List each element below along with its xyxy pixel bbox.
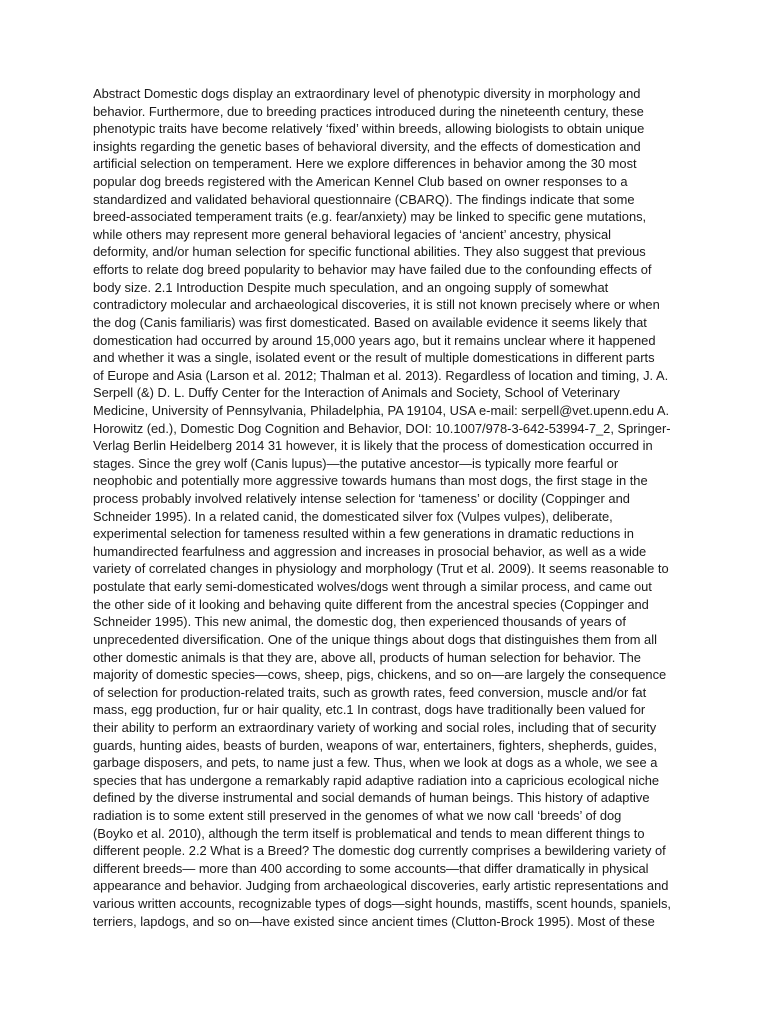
text-line: contradictory molecular and archaeological discoveries, it is still not known precisely where or when (93, 297, 660, 313)
text-line: Schneider 1995). This new animal, the domestic dog, then experienced thousands of years of (93, 614, 626, 630)
text-line: unprecedented diversification. One of the unique things about dogs that distinguishes them from all (93, 631, 657, 647)
text-line: the dog (Canis familiaris) was first domesticated. Based on available evidence it seems likely that (93, 314, 647, 330)
text-line: and whether it was a single, isolated event or the result of multiple domestications in different parts (93, 350, 655, 366)
text-line: experimental selection for tameness resulted within a few generations in dramatic reductions in (93, 526, 634, 542)
text-line: radiation is to some extent still preserved in the genomes of what we now call ‘breeds’ of dog (93, 807, 622, 823)
text-line: postulate that early semi-domesticated wolves/dogs went through a similar process, and came out (93, 579, 652, 595)
text-line: phenotypic traits have become relatively ‘fixed’ within breeds, allowing biologists to obtain unique (93, 121, 645, 137)
text-line: behavior. Furthermore, due to breeding practices introduced during the nineteenth century, these (93, 103, 644, 119)
text-line: their ability to perform an extraordinary variety of working and social roles, including that of security (93, 719, 657, 735)
text-line: species that has undergone a remarkably rapid adaptive radiation into a capricious ecological niche (93, 772, 660, 788)
text-line: the other side of it looking and behaving quite different from the ancestral species (Coppinger and (93, 596, 649, 612)
text-line: variety of correlated changes in physiology and morphology (Trut et al. 2009). It seems reasonable to (93, 561, 669, 577)
text-line: defined by the diverse instrumental and social demands of human beings. This history of adaptive (93, 790, 650, 806)
text-line: Abstract Domestic dogs display an extraordinary level of phenotypic diversity in morphology and (93, 86, 641, 101)
text-line: while others may represent more general behavioral legacies of ‘ancient’ ancestry, physical (93, 226, 612, 242)
text-line: (Boyko et al. 2010), although the term itself is problematical and tends to mean different things to (93, 825, 645, 841)
text-line: majority of domestic species—cows, sheep, pigs, chickens, and so on—are largely the consequence (93, 667, 667, 683)
text-line: Serpell (&) D. L. Duffy Center for the Interaction of Animals and Society, School of Veterinary (93, 385, 620, 401)
text-line: guards, hunting aides, beasts of burden, weapons of war, entertainers, fighters, shepherds, guides, (93, 737, 657, 753)
text-line: Horowitz (ed.), Domestic Dog Cognition and Behavior, DOI: 10.1007/978-3-642-53994-7_2, Springer- (93, 420, 671, 436)
text-line: domestication had occurred by around 15,000 years ago, but it remains unclear where it happened (93, 332, 656, 348)
text-line: mass, egg production, fur or hair quality, etc.1 In contrast, dogs have traditionally been valued for (93, 702, 646, 718)
text-line: terriers, lapdogs, and so on—have existed since ancient times (Clutton-Brock 1995). Most of these (93, 913, 655, 929)
text-line: Medicine, University of Pennsylvania, Philadelphia, PA 19104, USA e-mail: serpell@vet.upenn.edu A. (93, 402, 670, 418)
text-line: deformity, and/or human selection for specific functional abilities. They also suggest that previous (93, 244, 646, 260)
text-line: neophobic and potentially more aggressive towards humans than most dogs, the first stage in the (93, 473, 648, 489)
text-line: different people. 2.2 What is a Breed? The domestic dog currently comprises a bewildering variety of (93, 843, 666, 859)
text-line: process probably involved relatively intense selection for ‘tameness’ or docility (Coppinger and (93, 491, 630, 507)
body-text (93, 85, 683, 930)
text-line: various written accounts, recognizable types of dogs—sight hounds, mastiffs, scent hounds, spaniels, (93, 896, 672, 912)
text-line: of selection for production-related traits, such as growth rates, feed conversion, muscle and/or fat (93, 684, 647, 700)
text-line: popular dog breeds registered with the American Kennel Club based on owner responses to a (93, 174, 628, 190)
text-line: insights regarding the genetic bases of behavioral diversity, and the effects of domestication and (93, 138, 641, 154)
text-line: artificial selection on temperament. Here we explore differences in behavior among the 30 most (93, 156, 637, 172)
text-line: Verlag Berlin Heidelberg 2014 31 however, it is likely that the process of domestication occurred in (93, 438, 653, 454)
text-line: body size. 2.1 Introduction Despite much speculation, and an ongoing supply of somewhat (93, 279, 609, 295)
text-line: different breeds— more than 400 according to some accounts—that differ dramatically in physical (93, 860, 649, 876)
text-line: garbage disposers, and pets, to name just a few. Thus, when we look at dogs as a whole, we see a (93, 755, 658, 771)
text-line: other domestic animals is that they are, above all, products of human selection for behavior. The (93, 649, 641, 665)
text-line: efforts to relate dog breed popularity to behavior may have failed due to the confounding effects of (93, 262, 652, 278)
text-line: humandirected fearfulness and aggression and increases in prosocial behavior, as well as a wide (93, 543, 647, 559)
text-line: breed-associated temperament traits (e.g. fear/anxiety) may be linked to specific gene mutations, (93, 209, 647, 225)
text-line: appearance and behavior. Judging from archaeological discoveries, early artistic representations and (93, 878, 669, 894)
text-line: of Europe and Asia (Larson et al. 2012; Thalman et al. 2013). Regardless of location and timing, J. A. (93, 367, 669, 383)
text-line: stages. Since the grey wolf (Canis lupus)—the putative ancestor—is typically more fearful or (93, 455, 619, 471)
text-line: standardized and validated behavioral questionnaire (CBARQ). The findings indicate that some (93, 191, 635, 207)
text-line: Schneider 1995). In a related canid, the domesticated silver fox (Vulpes vulpes), deliberate, (93, 508, 613, 524)
